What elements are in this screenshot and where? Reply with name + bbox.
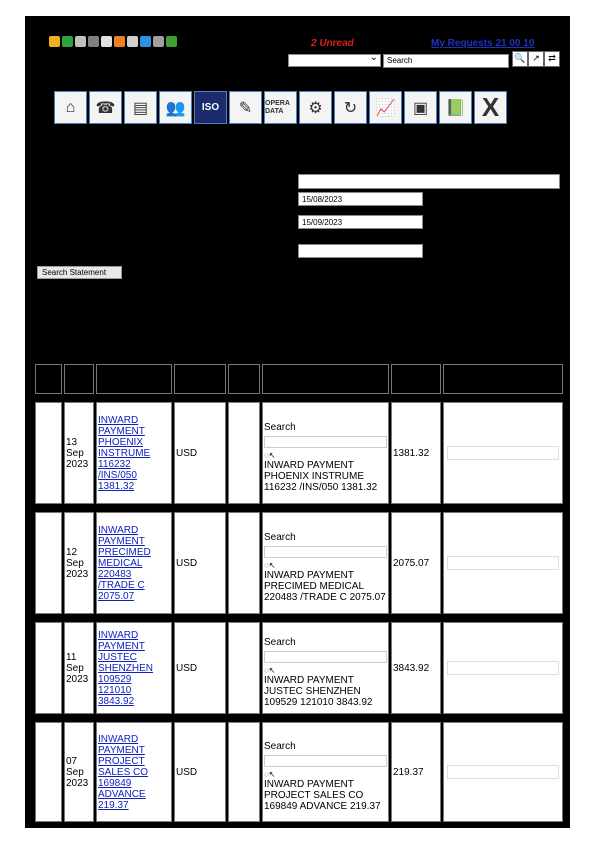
row-currency: USD [174,622,226,714]
search-icon[interactable]: ◌↖ [264,450,276,460]
desc-line[interactable]: INWARD [98,629,139,641]
calculator-icon[interactable] [88,36,99,47]
desc-line[interactable]: PAYMENT [98,425,145,437]
row-detail-cell [262,622,389,714]
download-icon[interactable] [166,36,177,47]
desc-line[interactable]: INSTRUME [98,447,151,459]
row-description-link[interactable] [96,722,172,822]
desc-line[interactable]: 1381.32 [98,480,135,492]
col-date-header [64,364,94,394]
row-select-cell[interactable] [35,622,62,714]
statement-table [33,362,565,824]
detail-search-label: Search [264,421,296,433]
row-currency: USD [174,402,226,504]
desc-line[interactable]: PRECIMED [98,546,151,558]
globe-icon[interactable] [62,36,73,47]
my-requests-link[interactable]: My Requests 21 00 10 [431,38,535,49]
refresh-icon[interactable]: ↻ [334,91,367,124]
window-icon[interactable] [101,36,112,47]
row-allocate-cell [443,402,563,504]
desc-line[interactable]: MEDICAL [98,557,143,569]
desc-line[interactable]: /TRADE C [98,579,145,591]
network-icon[interactable]: ⇄ [544,51,560,67]
allocate-input[interactable] [447,446,559,460]
row-detail-text: INWARD PAYMENT JUSTEC SHENZHEN 109529 121010 3843.92 [264,674,373,708]
row-flag-cell [228,402,260,504]
desc-line[interactable]: 121010 [98,684,132,696]
row-detail-cell [262,512,389,614]
row-select-cell[interactable] [35,402,62,504]
chart-small-icon[interactable] [153,36,164,47]
desc-line[interactable]: INWARD [98,733,139,745]
cash-register-icon[interactable]: ▤ [124,91,157,124]
detail-search-label: Search [264,636,296,648]
detail-search-label: Search [264,740,296,752]
date-to-field[interactable]: 15/09/2023 [298,215,423,229]
row-select-cell[interactable] [35,512,62,614]
detail-search-label: Search [264,531,296,543]
opera-data-icon[interactable]: OPERA DATA [264,91,297,124]
module-select[interactable] [288,54,381,67]
grid-icon[interactable] [127,36,138,47]
desc-line[interactable]: 169849 [98,777,132,789]
search-statement-button[interactable]: Search Statement [37,266,122,279]
account-field[interactable] [298,174,560,189]
row-detail-cell [262,402,389,504]
box-icon[interactable]: ▣ [404,91,437,124]
row-description-link[interactable] [96,402,172,504]
close-icon[interactable]: X [474,91,507,124]
desc-line[interactable]: 2075.07 [98,590,135,602]
unread-count-link[interactable]: 2 Unread [311,38,354,49]
help-icon[interactable] [114,36,125,47]
row-amount: 1381.32 [391,402,441,504]
home-icon[interactable]: ⌂ [54,91,87,124]
col-flag-header [228,364,260,394]
star-icon[interactable] [49,36,60,47]
table-row [35,722,563,822]
desc-line[interactable]: SHENZHEN [98,662,154,674]
desc-line[interactable]: PAYMENT [98,535,145,547]
web-icon[interactable] [140,36,151,47]
desc-line[interactable]: PROJECT [98,755,145,767]
external-link-icon[interactable]: ↗ [528,51,544,67]
table-header-row [35,364,563,394]
table-row [35,512,563,614]
col-currency-header [174,364,226,394]
row-date: 11 Sep 2023 [64,622,94,714]
desc-line[interactable]: 220483 [98,568,132,580]
col-description-header [96,364,172,394]
row-description-link[interactable] [96,512,172,614]
row-description-link[interactable] [96,622,172,714]
row-flag-cell [228,512,260,614]
detail-search-input[interactable] [264,651,387,663]
row-allocate-cell [443,622,563,714]
desc-line[interactable]: 116232 [98,458,131,470]
row-amount: 2075.07 [391,512,441,614]
col-select-header [35,364,62,394]
desc-line[interactable]: 219.37 [98,799,129,811]
row-detail-cell [262,722,389,822]
iso-icon[interactable]: ISO [194,91,227,124]
row-allocate-cell [443,722,563,822]
row-flag-cell [228,722,260,822]
row-date: 12 Sep 2023 [64,512,94,614]
book-icon[interactable]: 📗 [439,91,472,124]
phone-icon[interactable]: ☎ [89,91,122,124]
edit-icon[interactable]: ✎ [229,91,262,124]
desc-line[interactable]: PAYMENT [98,640,145,652]
reference-field[interactable] [298,244,423,258]
row-amount: 3843.92 [391,622,441,714]
col-amount-header [391,364,441,394]
desc-line[interactable]: PHOENIX [98,436,144,448]
allocate-input[interactable] [447,765,559,779]
row-flag-cell [228,622,260,714]
search-icon[interactable]: ◌↖ [264,560,276,570]
date-from-field[interactable]: 15/08/2023 [298,192,423,206]
users-icon[interactable]: 👥 [159,91,192,124]
row-detail-text: INWARD PAYMENT PHOENIX INSTRUME 116232 /INS/050 1381.32 [264,459,378,493]
desc-line[interactable]: PAYMENT [98,744,145,756]
search-icon[interactable]: ◌↖ [264,769,276,779]
row-date: 13 Sep 2023 [64,402,94,504]
row-currency: USD [174,512,226,614]
search-icon[interactable]: ◌↖ [264,665,276,675]
row-select-cell[interactable] [35,722,62,822]
col-detail-header [262,364,389,394]
page-panel [25,16,570,828]
table-row [35,622,563,714]
allocate-input[interactable] [447,556,559,570]
row-allocate-cell [443,512,563,614]
chart-icon[interactable]: 📈 [369,91,402,124]
row-date: 07 Sep 2023 [64,722,94,822]
row-detail-text: INWARD PAYMENT PROJECT SALES CO 169849 ADVANCE 219.37 [264,778,381,812]
allocate-input[interactable] [447,661,559,675]
detail-search-input[interactable] [264,436,387,448]
desc-line[interactable]: INWARD [98,414,139,426]
table-row [35,402,563,504]
desc-line[interactable]: SALES CO [98,766,149,778]
settings-icon[interactable]: ⚙ [299,91,332,124]
detail-search-input[interactable] [264,546,387,558]
desc-line[interactable]: INWARD [98,524,139,536]
detail-search-input[interactable] [264,755,387,767]
app-toolbar [54,91,507,124]
desc-line[interactable]: 109529 [98,673,132,685]
desc-line[interactable]: 3843.92 [98,695,135,707]
desc-line[interactable]: /INS/050 [98,469,137,481]
row-detail-text: INWARD PAYMENT PRECIMED MEDICAL 220483 /TRADE C 2075.07 [264,569,386,603]
row-currency: USD [174,722,226,822]
desc-line[interactable]: JUSTEC [98,651,137,663]
search-icon[interactable]: 🔍 [512,51,528,67]
quick-icons-bar [49,36,177,47]
col-allocate-header [443,364,563,394]
desc-line[interactable]: ADVANCE [98,788,146,800]
search-input[interactable]: Search [383,54,509,68]
gear-icon[interactable] [75,36,86,47]
row-amount: 219.37 [391,722,441,822]
